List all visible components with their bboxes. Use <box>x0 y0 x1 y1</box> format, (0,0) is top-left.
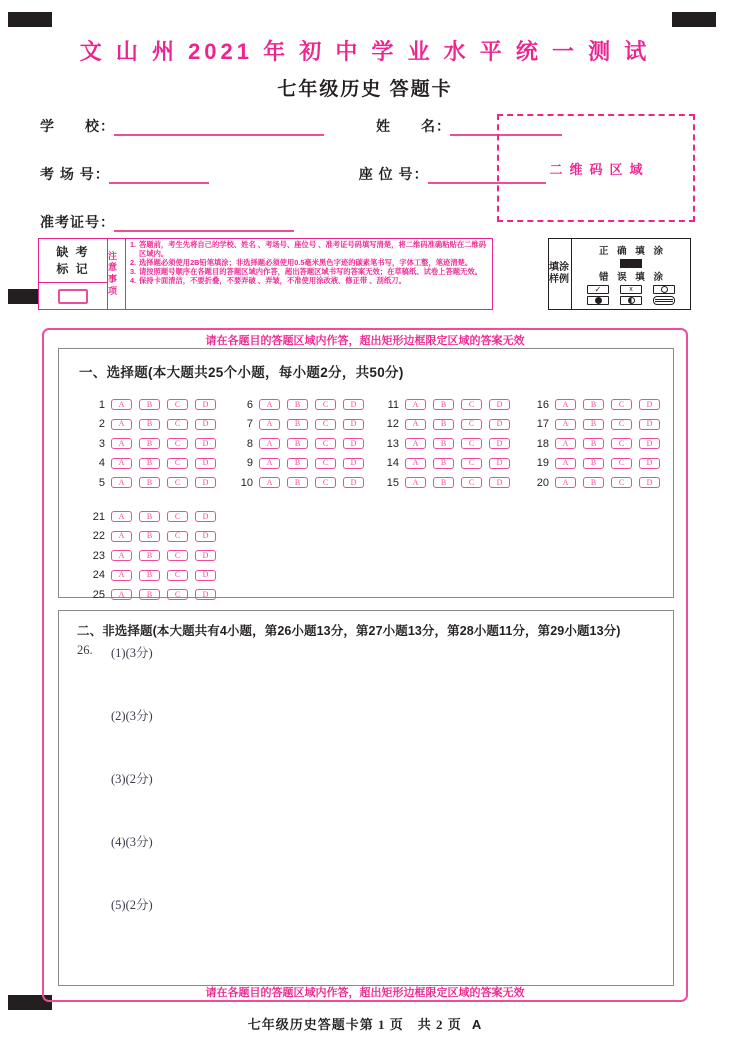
answer-sheet-area <box>42 328 688 1002</box>
bubble-4-D[interactable]: D <box>195 458 216 469</box>
bubble-23-A[interactable]: A <box>111 550 132 561</box>
bubble-12-C[interactable]: C <box>461 419 482 430</box>
bubble-25-C[interactable]: C <box>167 589 188 600</box>
bubble-21-A[interactable]: A <box>111 511 132 522</box>
bubble-12-A[interactable]: A <box>405 419 426 430</box>
school-colon: ： <box>100 118 114 134</box>
question-number: 10 <box>240 476 253 489</box>
bubble-4-B[interactable]: B <box>139 458 160 469</box>
choice-column <box>527 395 667 493</box>
bubble-5-A[interactable]: A <box>111 477 132 488</box>
bubble-17-C[interactable]: C <box>611 419 632 430</box>
question-number: 23 <box>92 549 105 562</box>
choice-row-2 <box>83 415 223 435</box>
notice-item-text: 答题前，考生先将自己的学校、姓名 、考场号、座位号 、准考证号码填写清楚，将二维码准确粘贴在二维码区域内。 <box>139 240 487 258</box>
bubble-9-D[interactable]: D <box>343 458 364 469</box>
question-number: 11 <box>387 398 399 411</box>
choice-row-3 <box>83 434 223 454</box>
bubble-14-D[interactable]: D <box>489 458 510 469</box>
choice-row-4 <box>83 454 223 474</box>
bubble-20-C[interactable]: C <box>611 477 632 488</box>
choice-row-17 <box>527 415 667 435</box>
bubble-17-A[interactable]: A <box>555 419 576 430</box>
bubble-25-A[interactable]: A <box>111 589 132 600</box>
wrong-example-dot-icon <box>587 296 609 305</box>
bubble-25-B[interactable]: B <box>139 589 160 600</box>
choice-row-15 <box>377 473 517 493</box>
choice-section-panel <box>58 348 674 601</box>
info-row-1 <box>40 116 500 136</box>
choice-row-25 <box>83 585 223 605</box>
bubble-20-D[interactable]: D <box>639 477 660 488</box>
bubble-9-B[interactable]: B <box>287 458 308 469</box>
question-number: 15 <box>386 476 399 489</box>
wrong-example-cross-icon: x <box>620 285 642 294</box>
notice-item <box>130 241 489 258</box>
choice-column <box>231 395 371 493</box>
bubble-24-A[interactable]: A <box>111 570 132 581</box>
bubble-14-C[interactable]: C <box>461 458 482 469</box>
bubble-1-A[interactable]: A <box>111 399 132 410</box>
question-number: 3 <box>98 437 105 450</box>
room-field[interactable] <box>40 164 209 184</box>
bubble-21-D[interactable]: D <box>195 511 216 522</box>
wrong-fill-row-1 <box>587 285 675 294</box>
bubble-21-C[interactable]: C <box>167 511 188 522</box>
name-label: 姓 名 <box>376 118 436 134</box>
bubble-22-B[interactable]: B <box>139 531 160 542</box>
bubble-17-D[interactable]: D <box>639 419 660 430</box>
bubble-19-A[interactable]: A <box>555 458 576 469</box>
bubble-5-B[interactable]: B <box>139 477 160 488</box>
wrong-example-check-icon: ✓ <box>587 285 609 294</box>
question-number: 4 <box>98 457 105 470</box>
bubble-10-C[interactable]: C <box>315 477 336 488</box>
bubble-20-A[interactable]: A <box>555 477 576 488</box>
bubble-5-D[interactable]: D <box>195 477 216 488</box>
footer-form-mark: A <box>471 1017 483 1032</box>
absent-bubble-cell[interactable] <box>39 283 107 309</box>
choice-column <box>83 395 223 493</box>
info-row-3 <box>40 212 500 232</box>
question-26-number: 26. <box>77 643 93 657</box>
notice-side-label: 注意事项 <box>108 239 126 309</box>
question-number: 9 <box>246 457 253 470</box>
bubble-7-C[interactable]: C <box>315 419 336 430</box>
bubble-7-A[interactable]: A <box>259 419 280 430</box>
question-number: 13 <box>386 437 399 450</box>
notice-item-text: 请按照题号顺序在各题目的答题区域内作答，超出答题区域书写的答案无效；在草稿纸、试卷上答题无效。 <box>139 266 482 276</box>
bubble-2-A[interactable]: A <box>111 419 132 430</box>
bubble-1-B[interactable]: B <box>139 399 160 410</box>
bubble-1-C[interactable]: C <box>167 399 188 410</box>
school-field[interactable] <box>40 116 324 136</box>
bubble-10-A[interactable]: A <box>259 477 280 488</box>
choice-column <box>377 395 517 493</box>
bubble-9-C[interactable]: C <box>315 458 336 469</box>
notice-item-number: 4. <box>130 275 137 285</box>
bubble-15-D[interactable]: D <box>489 477 510 488</box>
seat-label: 座 位 号 <box>358 166 414 182</box>
bubble-4-A[interactable]: A <box>111 458 132 469</box>
fill-sample-box <box>548 238 691 310</box>
bubble-24-D[interactable]: D <box>195 570 216 581</box>
question-number: 14 <box>386 457 399 470</box>
bubble-2-C[interactable]: C <box>167 419 188 430</box>
question-number: 20 <box>536 476 549 489</box>
absent-label-line2: 标 记 <box>56 261 90 276</box>
question-number: 2 <box>98 418 105 431</box>
question-number: 1 <box>98 398 105 411</box>
wrong-example-circle-icon <box>653 285 675 294</box>
notice-item-number: 3. <box>130 266 137 276</box>
question-number: 21 <box>92 510 105 523</box>
question-number: 12 <box>386 418 399 431</box>
bubble-19-C[interactable]: C <box>611 458 632 469</box>
exam-subtitle: 七年级历史 答题卡 <box>277 78 453 100</box>
name-colon: ： <box>436 118 450 134</box>
choice-row-1 <box>83 395 223 415</box>
correct-fill-label: 正 确 填 涂 <box>599 246 666 257</box>
correct-fill-example <box>620 259 642 268</box>
question-number: 6 <box>246 398 253 411</box>
bubble-14-A[interactable]: A <box>405 458 426 469</box>
bubble-11-C[interactable]: C <box>461 399 482 410</box>
free-response-panel <box>58 610 674 986</box>
choice-row-7 <box>231 415 371 435</box>
question-number: 24 <box>92 569 105 582</box>
bubble-22-A[interactable]: A <box>111 531 132 542</box>
bubble-25-D[interactable]: D <box>195 589 216 600</box>
choice-row-22 <box>83 527 223 547</box>
notice-item-text: 选择题必须使用2B铅笔填涂；非选择题必须使用0.5毫米黑色字迹的碳素笔书写，字体工整，笔迹清楚。 <box>139 257 473 267</box>
choice-row-14 <box>377 454 517 474</box>
question-number: 22 <box>92 530 105 543</box>
room-input[interactable] <box>109 169 209 184</box>
choice-row-20 <box>527 473 667 493</box>
choice-row-11 <box>377 395 517 415</box>
question-number: 8 <box>246 437 253 450</box>
bubble-9-A[interactable]: A <box>259 458 280 469</box>
bubble-11-A[interactable]: A <box>405 399 426 410</box>
notice-item-number: 2. <box>130 257 137 267</box>
bubble-4-C[interactable]: C <box>167 458 188 469</box>
choice-row-16 <box>527 395 667 415</box>
bubble-12-B[interactable]: B <box>433 419 454 430</box>
free-section-heading: 二、非选择题(本大题共有4小题，第26小题13分，第27小题13分，第28小题11分，第29小题13分) <box>77 624 621 638</box>
choice-row-21 <box>83 507 223 527</box>
question-number: 17 <box>536 418 549 431</box>
qr-code-label: 二维码区域 <box>549 161 650 177</box>
bubble-16-A[interactable]: A <box>555 399 576 410</box>
bubble-24-B[interactable]: B <box>139 570 160 581</box>
bubble-20-B[interactable]: B <box>583 477 604 488</box>
choice-section-heading: 一、选择题(本大题共25个小题，每小题2分，共50分) <box>79 365 404 380</box>
room-colon: ： <box>94 166 109 182</box>
choice-row-18 <box>527 434 667 454</box>
notice-items <box>126 239 492 309</box>
notice-item-text: 保持卡面清洁，不要折叠，不要弄破 、弄皱，不准使用涂改液、修正带 、刮纸刀。 <box>139 275 406 285</box>
admit-colon: ： <box>100 214 114 230</box>
bubble-10-D[interactable]: D <box>343 477 364 488</box>
bubble-23-C[interactable]: C <box>167 550 188 561</box>
choice-column <box>83 507 223 605</box>
bubble-8-B[interactable]: B <box>287 438 308 449</box>
timing-mark-top-left <box>8 12 52 27</box>
question-number: 18 <box>536 437 549 450</box>
notice-block <box>38 238 493 310</box>
page-footer <box>0 1014 730 1033</box>
exam-title: 文 山 州 2021 年 初 中 学 业 水 平 统 一 测 试 <box>79 39 651 64</box>
bubble-15-A[interactable]: A <box>405 477 426 488</box>
bubble-16-D[interactable]: D <box>639 399 660 410</box>
choice-row-13 <box>377 434 517 454</box>
page-title <box>0 38 730 101</box>
admit-field[interactable] <box>40 212 294 232</box>
absent-bubble[interactable] <box>58 289 88 304</box>
bubble-22-D[interactable]: D <box>195 531 216 542</box>
question-number: 16 <box>536 398 549 411</box>
bubble-13-B[interactable]: B <box>433 438 454 449</box>
bubble-18-C[interactable]: C <box>611 438 632 449</box>
sub-question-1: (1)(3分) <box>111 646 153 660</box>
sub-question-5: (5)(2分) <box>111 898 153 912</box>
choice-row-23 <box>83 546 223 566</box>
bubble-13-C[interactable]: C <box>461 438 482 449</box>
choice-row-6 <box>231 395 371 415</box>
bubble-3-A[interactable]: A <box>111 438 132 449</box>
bubble-14-B[interactable]: B <box>433 458 454 469</box>
sub-question-4: (4)(3分) <box>111 835 153 849</box>
bubble-21-B[interactable]: B <box>139 511 160 522</box>
bubble-7-D[interactable]: D <box>343 419 364 430</box>
wrong-example-bars-icon <box>653 296 675 305</box>
bubble-6-B[interactable]: B <box>287 399 308 410</box>
bubble-18-D[interactable]: D <box>639 438 660 449</box>
bubble-15-B[interactable]: B <box>433 477 454 488</box>
question-number: 7 <box>246 418 253 431</box>
sub-question-3: (3)(2分) <box>111 772 153 786</box>
question-number: 19 <box>536 457 549 470</box>
choice-row-12 <box>377 415 517 435</box>
choice-row-8 <box>231 434 371 454</box>
bubble-6-C[interactable]: C <box>315 399 336 410</box>
bubble-18-A[interactable]: A <box>555 438 576 449</box>
bubble-22-C[interactable]: C <box>167 531 188 542</box>
footer-text: 七年级历史答题卡第 1 页 共 2 页 <box>247 1017 462 1032</box>
bubble-13-A[interactable]: A <box>405 438 426 449</box>
seat-colon: ： <box>413 166 428 182</box>
bubble-1-D[interactable]: D <box>195 399 216 410</box>
bubble-2-D[interactable]: D <box>195 419 216 430</box>
info-row-2 <box>40 164 500 184</box>
choice-row-10 <box>231 473 371 493</box>
wrong-example-half-icon <box>620 296 642 305</box>
bubble-11-B[interactable]: B <box>433 399 454 410</box>
bubble-24-C[interactable]: C <box>167 570 188 581</box>
room-label: 考 场 号 <box>40 166 95 182</box>
bubble-19-D[interactable]: D <box>639 458 660 469</box>
bubble-18-B[interactable]: B <box>583 438 604 449</box>
bubble-8-C[interactable]: C <box>315 438 336 449</box>
sub-question-2: (2)(3分) <box>111 709 153 723</box>
absent-mark-box <box>39 239 108 309</box>
bubble-16-B[interactable]: B <box>583 399 604 410</box>
notice-item-number: 1. <box>130 240 137 249</box>
bubble-3-B[interactable]: B <box>139 438 160 449</box>
bubble-16-C[interactable]: C <box>611 399 632 410</box>
bubble-19-B[interactable]: B <box>583 458 604 469</box>
choice-row-19 <box>527 454 667 474</box>
bubble-13-D[interactable]: D <box>489 438 510 449</box>
warning-top: 请在各题目的答题区域内作答，超出矩形边框限定区域的答案无效 <box>205 335 525 347</box>
absent-label-line1: 缺 考 <box>56 245 90 260</box>
choice-row-24 <box>83 566 223 586</box>
fill-sample-label: 填涂样例 <box>549 239 572 309</box>
school-label: 学 校 <box>40 118 100 134</box>
bubble-8-D[interactable]: D <box>343 438 364 449</box>
bubble-23-B[interactable]: B <box>139 550 160 561</box>
wrong-fill-row-2 <box>587 296 675 305</box>
choice-row-5 <box>83 473 223 493</box>
admit-input[interactable] <box>114 217 294 232</box>
admit-label: 准考证号 <box>40 214 100 230</box>
wrong-fill-label: 错 误 填 涂 <box>599 272 666 283</box>
notice-item <box>130 277 489 286</box>
bubble-7-B[interactable]: B <box>287 419 308 430</box>
bubble-3-C[interactable]: C <box>167 438 188 449</box>
bubble-8-A[interactable]: A <box>259 438 280 449</box>
qr-code-zone <box>497 114 695 222</box>
warning-bottom: 请在各题目的答题区域内作答，超出矩形边框限定区域的答案无效 <box>205 987 525 999</box>
question-number: 5 <box>98 476 105 489</box>
bubble-2-B[interactable]: B <box>139 419 160 430</box>
absent-mark-label <box>39 239 107 283</box>
bubble-15-C[interactable]: C <box>461 477 482 488</box>
school-input[interactable] <box>114 121 324 136</box>
bubble-6-D[interactable]: D <box>343 399 364 410</box>
bubble-6-A[interactable]: A <box>259 399 280 410</box>
bubble-5-C[interactable]: C <box>167 477 188 488</box>
bubble-23-D[interactable]: D <box>195 550 216 561</box>
bubble-3-D[interactable]: D <box>195 438 216 449</box>
bubble-11-D[interactable]: D <box>489 399 510 410</box>
bubble-10-B[interactable]: B <box>287 477 308 488</box>
bubble-17-B[interactable]: B <box>583 419 604 430</box>
question-number: 25 <box>92 588 105 601</box>
choice-row-9 <box>231 454 371 474</box>
bubble-12-D[interactable]: D <box>489 419 510 430</box>
fill-sample-body <box>572 239 690 309</box>
timing-mark-top-right <box>672 12 716 27</box>
